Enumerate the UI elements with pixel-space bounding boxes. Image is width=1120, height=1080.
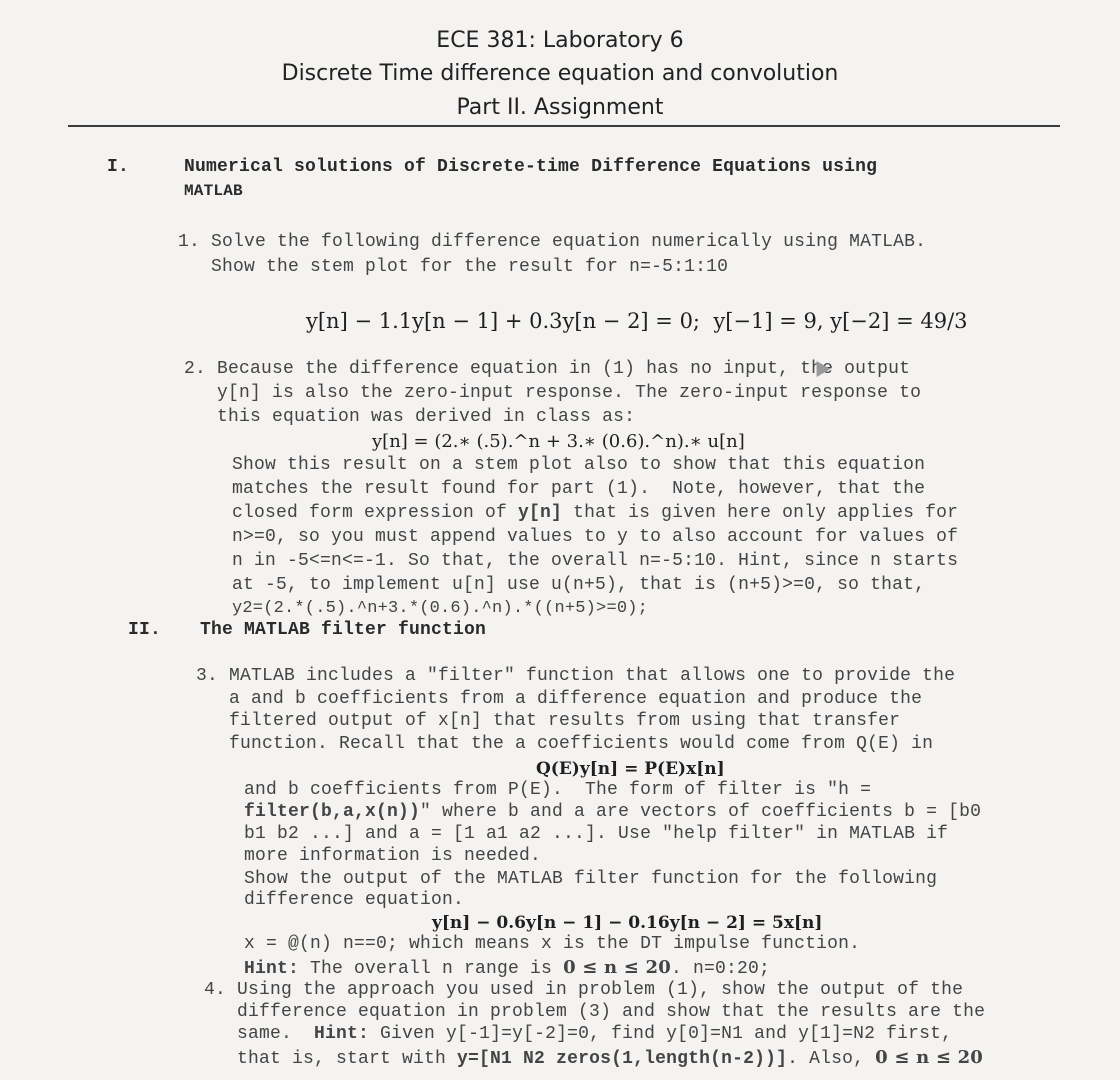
item1-equation: y[n] − 1.1y[n − 1] + 0.3y[n − 2] = 0; y[−1] = 9, y[−2] = 49/3: [306, 309, 968, 333]
item2-line2: y[n] is also the zero-input response. The zero-input response to: [184, 383, 922, 403]
item4-line2: difference equation in problem (3) and show that the results are the: [204, 1002, 986, 1022]
item3-line2: a and b coefficients from a difference equation and produce the: [196, 689, 923, 709]
item2-p6: at -5, to implement u[n] use u(n+5), that is (n+5)>=0, so that,: [232, 575, 926, 595]
item3-l6-rest: " where b and a are vectors of coefficients b = [b0: [420, 802, 982, 822]
item2-p7: y2=(2.*(.5).^n+3.*(0.6).^n).*((n+5)>=0);: [232, 599, 649, 618]
item4-hint-label: Hint:: [314, 1024, 370, 1044]
item3-line3: filtered output of x[n] that results from using that transfer: [196, 711, 901, 731]
section2-title: The MATLAB filter function: [200, 620, 487, 640]
section1-title-line2: MATLAB: [184, 182, 243, 200]
item3-line4: function. Recall that the a coefficients would come from Q(E) in: [196, 734, 934, 754]
item4-line3-rest: Given y[-1]=y[-2]=0, find y[0]=N1 and y[1]=N2 first,: [369, 1024, 953, 1044]
item3-l6: [244, 802, 981, 822]
item2-line3: this equation was derived in class as:: [184, 407, 636, 427]
item3-filter-call: filter(b,a,x(n)): [244, 802, 421, 822]
section2-numeral: II.: [128, 620, 162, 640]
lab-title: Discrete Time difference equation and convolution: [281, 61, 839, 86]
item1-line2: Show the stem plot for the result for n=-5:1:10: [178, 257, 729, 277]
item4-range: 0 ≤ n ≤ 20: [875, 1047, 984, 1068]
item3-l7: b1 b2 ...] and a = [1 a1 a2 ...]. Use "help filter" in MATLAB if: [244, 824, 949, 844]
item3-l5: and b coefficients from P(E). The form of filter is "h =: [244, 780, 872, 800]
item4-line4: [204, 1047, 983, 1069]
item3-line1: 3. MATLAB includes a "filter" function that allows one to provide the: [196, 666, 956, 686]
item2-p3-rest: that is given here only applies for: [562, 503, 959, 523]
item4-line4-also: . Also,: [787, 1049, 876, 1069]
item3-l8: more information is needed.: [244, 846, 542, 866]
item3-l9: Show the output of the MATLAB filter function for the following: [244, 869, 938, 889]
item2-p5: n in -5<=n<=-1. So that, the overall n=-5:10. Hint, since n starts: [232, 551, 959, 571]
course-title: ECE 381: Laboratory 6: [436, 28, 684, 53]
item4-line1: 4. Using the approach you used in problem (1), show the output of the: [204, 980, 964, 1000]
item2-line1: 2. Because the difference equation in (1) has no input, the output: [184, 359, 911, 379]
item4-init-vector: y=[N1 N2 zeros(1,length(n-2))]: [457, 1049, 788, 1069]
item1-line1: 1. Solve the following difference equation numerically using MATLAB.: [178, 232, 927, 252]
item3-hint: [244, 957, 770, 979]
item3-hint-label: Hint:: [244, 959, 300, 979]
item3-l10: difference equation.: [244, 890, 465, 910]
item2-p3: [232, 503, 958, 523]
section1-numeral: I.: [107, 157, 130, 177]
item2-p4: n>=0, so you must append values to y to also account for values of: [232, 527, 959, 547]
section1-title-line1: Numerical solutions of Discrete-time Difference Equations using: [184, 157, 878, 177]
item2-p3-text: closed form expression of: [232, 503, 519, 523]
part-title: Part II. Assignment: [456, 95, 664, 120]
item4-line3-start: same.: [204, 1024, 315, 1044]
header-rule: [68, 125, 1060, 127]
item4-line4-start: that is, start with: [204, 1049, 458, 1069]
item3-hint-range: 0 ≤ n ≤ 20: [563, 957, 671, 978]
item2-p3-bold: y[n]: [518, 503, 563, 523]
item3-l11: x = @(n) n==0; which means x is the DT impulse function.: [244, 934, 861, 954]
item2-p2: matches the result found for part (1). Note, however, that the: [232, 479, 926, 499]
item2-equation: y[n] = (2.∗ (.5).^n + 3.∗ (0.6).^n).∗ u[n]: [372, 431, 745, 452]
item4-line3: [204, 1024, 952, 1044]
item3-equation: Q(E)y[n] = P(E)x[n]: [536, 759, 725, 779]
item2-p1: Show this result on a stem plot also to show that this equation: [232, 455, 926, 475]
item3-hint-end: . n=0:20;: [670, 959, 770, 979]
item3-equation2: y[n] − 0.6y[n − 1] − 0.16y[n − 2] = 5x[n]: [432, 913, 823, 933]
item3-hint-text: The overall n range is: [299, 959, 564, 979]
